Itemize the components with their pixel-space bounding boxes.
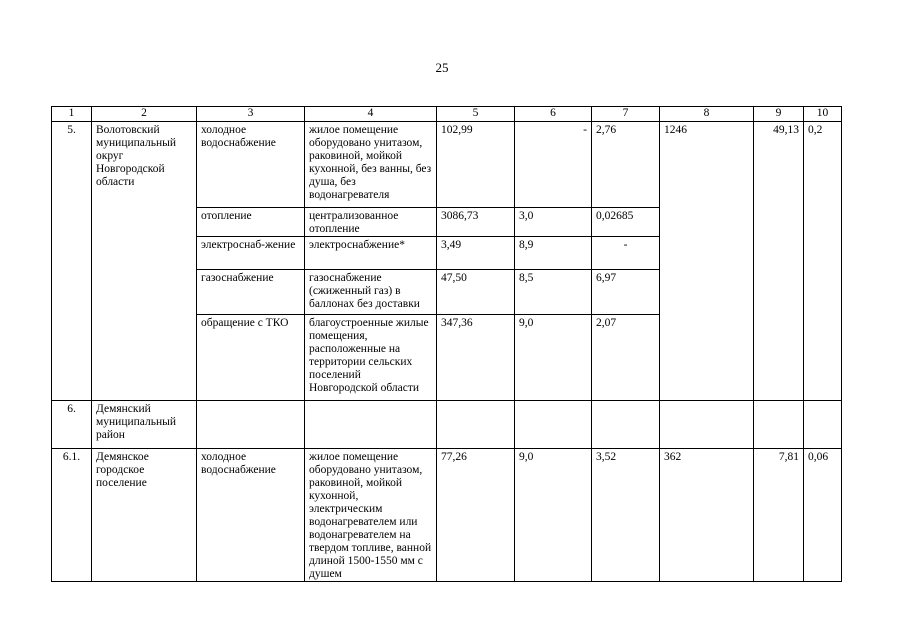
empty-cell xyxy=(437,401,515,449)
cell-col6: 9,0 xyxy=(515,449,592,582)
cell-col6: 8,5 xyxy=(515,270,592,315)
cell-col6: 8,9 xyxy=(515,237,592,270)
service-name: обращение с ТКО xyxy=(197,315,305,401)
cell-col9: 7,81 xyxy=(754,449,804,582)
cell-col8: 1246 xyxy=(660,122,754,401)
cell-col6: - xyxy=(515,122,592,208)
cell-col5: 347,36 xyxy=(437,315,515,401)
cell-col5: 102,99 xyxy=(437,122,515,208)
header-cell: 5 xyxy=(437,107,515,122)
service-name: электроснаб-жение xyxy=(197,237,305,270)
cell-col10: 0,06 xyxy=(804,449,842,582)
service-description: электроснабжение* xyxy=(305,237,437,270)
service-description: газоснабжение (сжиженный газ) в баллонах без доставки xyxy=(305,270,437,315)
cell-col7: 3,52 xyxy=(592,449,660,582)
header-cell: 3 xyxy=(197,107,305,122)
cell-col7: - xyxy=(592,237,660,270)
empty-cell xyxy=(515,401,592,449)
cell-col5: 3,49 xyxy=(437,237,515,270)
cell-col5: 47,50 xyxy=(437,270,515,315)
tariff-table xyxy=(51,106,842,582)
service-name: отопление xyxy=(197,208,305,237)
empty-cell xyxy=(197,401,305,449)
header-cell: 6 xyxy=(515,107,592,122)
row-number: 6.1. xyxy=(52,449,92,582)
cell-col6: 3,0 xyxy=(515,208,592,237)
header-cell: 10 xyxy=(804,107,842,122)
empty-cell xyxy=(592,401,660,449)
header-cell: 1 xyxy=(52,107,92,122)
cell-col6: 9,0 xyxy=(515,315,592,401)
service-description: централизованное отопление xyxy=(305,208,437,237)
cell-col9: 49,13 xyxy=(754,122,804,401)
page-number: 25 xyxy=(435,60,449,75)
cell-col5: 77,26 xyxy=(437,449,515,582)
service-description: жилое помещение оборудовано унитазом, раковиной, мойкой кухонной, без ванны, без душа, без водонагревателя xyxy=(305,122,437,208)
table-row xyxy=(52,449,842,582)
header-cell: 8 xyxy=(660,107,754,122)
empty-cell xyxy=(305,401,437,449)
empty-cell xyxy=(660,401,754,449)
table-row xyxy=(52,122,842,208)
header-row xyxy=(52,107,842,122)
cell-col7: 2,76 xyxy=(592,122,660,208)
header-cell: 4 xyxy=(305,107,437,122)
row-number: 5. xyxy=(52,122,92,401)
municipality-name: Демянское городское поселение xyxy=(92,449,197,582)
row-number: 6. xyxy=(52,401,92,449)
header-cell: 9 xyxy=(754,107,804,122)
cell-col10: 0,2 xyxy=(804,122,842,401)
service-description: благоустроенные жилые помещения, расположенные на территории сельских поселений Новгородской области xyxy=(305,315,437,401)
service-description: жилое помещение оборудовано унитазом, раковиной, мойкой кухонной, электрическим водонагревателем или водонагревателем на твердом топливе, ванной длиной 1500-1550 мм с душем xyxy=(305,449,437,582)
service-name: газоснабжение xyxy=(197,270,305,315)
cell-col7: 2,07 xyxy=(592,315,660,401)
municipality-name: Волотовский муниципальный округ Новгородской области xyxy=(92,122,197,401)
empty-cell xyxy=(804,401,842,449)
header-cell: 2 xyxy=(92,107,197,122)
service-name: холодное водоснабжение xyxy=(197,122,305,208)
cell-col5: 3086,73 xyxy=(437,208,515,237)
service-name: холодное водоснабжение xyxy=(197,449,305,582)
cell-col7: 0,02685 xyxy=(592,208,660,237)
empty-cell xyxy=(754,401,804,449)
header-cell: 7 xyxy=(592,107,660,122)
cell-col8: 362 xyxy=(660,449,754,582)
table-row xyxy=(52,401,842,449)
municipality-name: Демянский муниципальный район xyxy=(92,401,197,449)
cell-col7: 6,97 xyxy=(592,270,660,315)
